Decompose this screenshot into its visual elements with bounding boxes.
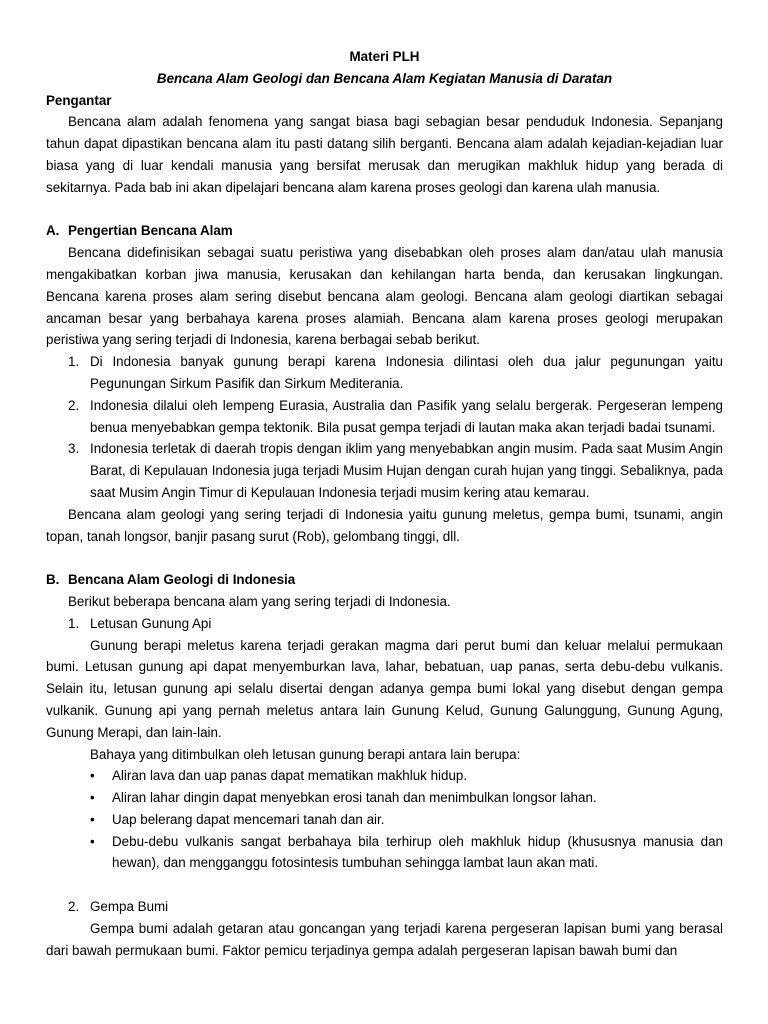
intro-heading: Pengantar	[46, 92, 112, 108]
bullet-item	[46, 787, 723, 809]
list-item-text: Indonesia dilalui oleh lempeng Eurasia, Australia dan Pasifik yang selalu bergerak. Pergeseran lempeng benua menyebabkan gempa tektonik. Bila pusat gempa terjadi di lautan maka akan terjadi badai tsunami.	[90, 397, 723, 435]
bullet-text: Aliran lava dan uap panas dapat mematikan makhluk hidup.	[112, 768, 468, 784]
subsection-1-heading	[46, 613, 723, 635]
document-page	[46, 46, 723, 961]
danger-intro: Bahaya yang ditimbulkan oleh letusan gunung berapi antara lain berupa:	[90, 746, 521, 762]
list-item-text: Indonesia terletak di daerah tropis dengan iklim yang menyebabkan angin musim. Pada saat Musim Angin Barat, di Kepulauan Indonesia juga terjadi Musim Hujan dengan curah hujan yang tinggi. Sebaliknya, pada saat Musim Angin Timur di Kepulauan Indonesia terjadi musim kering atau kemarau.	[90, 441, 723, 500]
subsection-2-heading	[46, 896, 723, 918]
bullet-icon: •	[90, 768, 95, 784]
bullet-item	[46, 831, 723, 875]
list-item	[46, 438, 723, 503]
section-b-heading	[46, 569, 723, 591]
document-title: Materi PLH	[349, 49, 420, 64]
bullet-icon: •	[90, 811, 95, 827]
section-b-title: Bencana Alam Geologi di Indonesia	[68, 572, 296, 588]
section-a-heading	[46, 220, 723, 242]
spacer	[46, 199, 723, 221]
spacer	[46, 547, 723, 569]
subsection-2-paragraph: Gempa bumi adalah getaran atau goncangan yang terjadi karena pergeseran lapisan bumi yang berasal dari bawah permukaan bumi. Faktor pemicu terjadinya gempa adalah pergeseran lapisan bawah bumi dan	[46, 920, 723, 958]
bullet-text: Debu-debu vulkanis sangat berbahaya bila terhirup oleh makhluk hidup (khususnya manusia dan hewan), dan mengganggu fotosintesis tumbuhan sehingga lambat laun akan mati.	[112, 833, 723, 871]
list-item-number: 1.	[68, 354, 80, 370]
list-item-number: 2.	[68, 397, 80, 413]
section-a-title: Pengertian Bencana Alam	[68, 223, 233, 239]
section-a-closing: Bencana alam geologi yang sering terjadi di Indonesia yaitu gunung meletus, gempa bumi, tsunami, angin topan, tanah longsor, banjir pasang surut (Rob), gelombang tinggi, dll.	[46, 506, 723, 544]
bullet-item	[46, 765, 723, 787]
subsection-2-number: 2.	[68, 899, 80, 915]
bullet-item	[46, 809, 723, 831]
spacer	[46, 874, 723, 896]
list-item-text: Di Indonesia banyak gunung berapi karena Indonesia dilintasi oleh dua jalur pegunungan yaitu Pegunungan Sirkum Pasifik dan Sirkum Mediterania.	[90, 354, 723, 391]
section-b-intro: Berikut beberapa bencana alam yang sering terjadi di Indonesia.	[68, 593, 451, 609]
subsection-1-paragraph: Gunung berapi meletus karena terjadi gerakan magma dari perut bumi dan keluar melalui permukaan bumi. Letusan gunung api dapat menyemburkan lava, lahar, bebatuan, uap panas, serta debu-debu vulkanis. Selain itu, letusan gunung api selalu disertai dengan adanya gempa bumi lokal yang disebut dengan gempa vulkanik. Gunung api yang pernah meletus antara lain Gunung Kelud, Gunung Galunggung, Gunung Agung, Gunung Merapi, dan lain-lain.	[46, 637, 723, 740]
list-item	[46, 395, 723, 439]
list-item	[46, 351, 723, 395]
document-subtitle: Bencana Alam Geologi dan Bencana Alam Kegiatan Manusia di Daratan	[156, 70, 613, 86]
subsection-1-number: 1.	[68, 615, 80, 631]
section-a-letter: A.	[46, 223, 60, 239]
subsection-1-title: Letusan Gunung Api	[90, 615, 212, 631]
list-item-number: 3.	[68, 441, 80, 457]
bullet-text: Uap belerang dapat mencemari tanah dan air.	[112, 811, 385, 827]
bullet-text: Aliran lahar dingin dapat menyebkan erosi tanah dan menimbulkan longsor lahan.	[112, 790, 597, 806]
bullet-icon: •	[90, 790, 95, 806]
intro-paragraph: Bencana alam adalah fenomena yang sangat biasa bagi sebagian besar penduduk Indonesia. Sepanjang tahun dapat dipastikan bencana alam itu pasti datang silih berganti. Bencana alam adalah kejadian-kejadian luar biasa yang di luar kendali manusia yang bersifat merusak dan merugikan makhluk hidup yang berada di sekitarnya. Pada bab ini akan dipelajari bencana alam karena proses geologi dan karena ulah manusia.	[46, 114, 723, 195]
section-b-letter: B.	[46, 572, 60, 588]
section-a-paragraph: Bencana didefinisikan sebagai suatu peristiwa yang disebabkan oleh proses alam dan/atau ulah manusia mengakibatkan korban jiwa manusia, kerusakan dan kehilangan harta benda, dan kerusakan lingkungan. Bencana karena proses alam sering disebut bencana alam geologi. Bencana alam geologi diartikan sebagai ancaman besar yang berbahaya karena proses alamiah. Bencana alam karena proses geologi merupakan peristiwa yang sering terjadi di Indonesia, karena berbagai sebab berikut.	[46, 245, 723, 348]
subsection-2-title: Gempa Bumi	[90, 899, 169, 915]
bullet-icon: •	[90, 833, 95, 849]
